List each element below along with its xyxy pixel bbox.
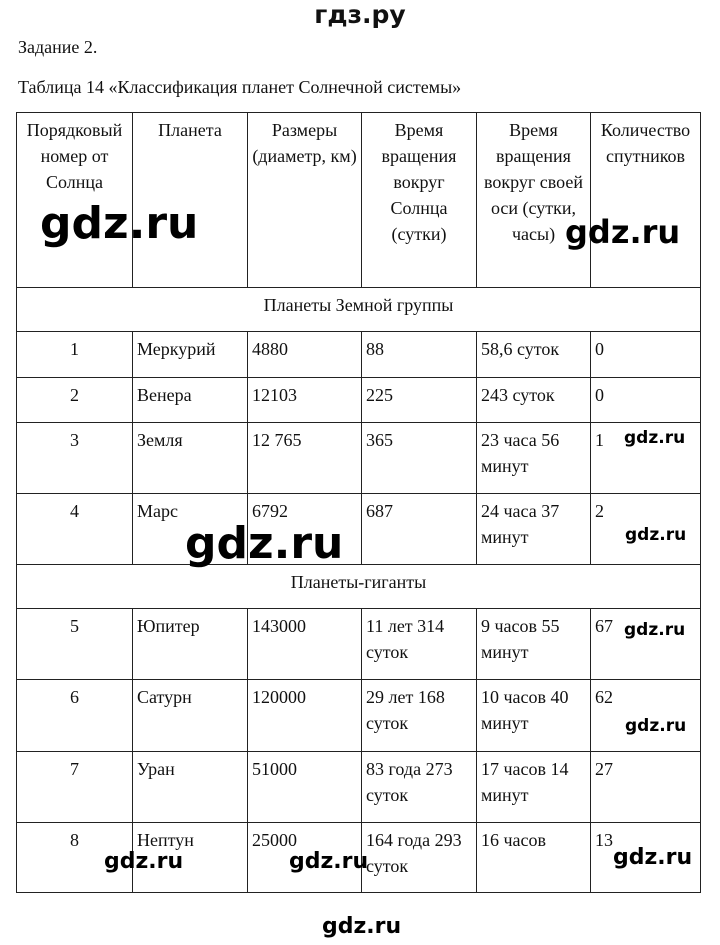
cell-orbit: 164 года 293 суток xyxy=(362,823,477,893)
cell-moons: 2 xyxy=(591,494,701,565)
cell-planet: Сатурн xyxy=(133,680,248,752)
group-title-giants: Планеты-гиганты xyxy=(17,565,701,609)
cell-orbit: 687 xyxy=(362,494,477,565)
group-row xyxy=(17,288,701,332)
cell-number: 1 xyxy=(17,332,133,378)
watermark: gdz.ru xyxy=(613,845,693,870)
cell-diameter: 51000 xyxy=(248,752,362,823)
task-label: Задание 2. xyxy=(18,37,98,57)
watermark: gdz.ru xyxy=(625,525,687,545)
cell-diameter: 4880 xyxy=(248,332,362,378)
cell-moons: 27 xyxy=(591,752,701,823)
cell-rotation: 58,6 суток xyxy=(477,332,591,378)
header-cell-diameter: Размеры (диаметр, км) xyxy=(248,113,362,288)
cell-rotation: 24 часа 37 минут xyxy=(477,494,591,565)
cell-orbit: 225 xyxy=(362,378,477,423)
cell-orbit: 11 лет 314 суток xyxy=(362,609,477,680)
watermark: gdz.ru xyxy=(625,716,687,736)
cell-planet: Земля xyxy=(133,423,248,494)
site-title: гдз.ру xyxy=(314,0,406,29)
cell-orbit: 83 года 273 суток xyxy=(362,752,477,823)
cell-moons: 62 xyxy=(591,680,701,752)
table-row xyxy=(17,494,701,565)
cell-planet: Уран xyxy=(133,752,248,823)
cell-rotation: 9 часов 55 минут xyxy=(477,609,591,680)
cell-number: 4 xyxy=(17,494,133,565)
table-caption: Таблица 14 «Классификация планет Солнечной системы» xyxy=(18,77,462,97)
cell-diameter: 12 765 xyxy=(248,423,362,494)
cell-number: 8 xyxy=(17,823,133,893)
cell-rotation: 243 суток xyxy=(477,378,591,423)
cell-planet: Нептун xyxy=(133,823,248,893)
table-row xyxy=(17,680,701,752)
header-cell-moons: Количество спутников xyxy=(591,113,701,288)
cell-moons: 67 xyxy=(591,609,701,680)
cell-orbit: 88 xyxy=(362,332,477,378)
cell-number: 2 xyxy=(17,378,133,423)
watermark: gdz.ru xyxy=(185,518,344,569)
cell-planet: Юпитер xyxy=(133,609,248,680)
cell-number: 6 xyxy=(17,680,133,752)
table-row xyxy=(17,752,701,823)
cell-diameter: 120000 xyxy=(248,680,362,752)
cell-diameter: 6792 xyxy=(248,494,362,565)
table-row xyxy=(17,423,701,494)
cell-rotation: 17 часов 14 минут xyxy=(477,752,591,823)
cell-planet: Меркурий xyxy=(133,332,248,378)
cell-orbit: 365 xyxy=(362,423,477,494)
cell-moons: 0 xyxy=(591,332,701,378)
cell-planet: Венера xyxy=(133,378,248,423)
cell-number: 3 xyxy=(17,423,133,494)
cell-diameter: 143000 xyxy=(248,609,362,680)
cell-moons: 0 xyxy=(591,378,701,423)
watermark: gdz.ru xyxy=(624,428,686,448)
cell-number: 5 xyxy=(17,609,133,680)
cell-number: 7 xyxy=(17,752,133,823)
header-cell-number: Порядковый номер от Солнца xyxy=(17,113,133,288)
cell-rotation: 23 часа 56 минут xyxy=(477,423,591,494)
cell-orbit: 29 лет 168 суток xyxy=(362,680,477,752)
watermark: gdz.ru xyxy=(40,198,199,249)
cell-rotation: 10 часов 40 минут xyxy=(477,680,591,752)
cell-diameter: 25000 xyxy=(248,823,362,893)
header-cell-planet: Планета xyxy=(133,113,248,288)
cell-diameter: 12103 xyxy=(248,378,362,423)
watermark: gdz.ru xyxy=(565,213,681,251)
group-title-terrestrial: Планеты Земной группы xyxy=(17,288,701,332)
cell-planet: Марс xyxy=(133,494,248,565)
watermark: gdz.ru xyxy=(624,620,686,640)
watermark: gdz.ru xyxy=(289,849,369,874)
table-row xyxy=(17,332,701,378)
cell-moons: 13 xyxy=(591,823,701,893)
watermark: gdz.ru xyxy=(322,914,402,939)
table-row xyxy=(17,609,701,680)
header-cell-rotation: Время вращения вокруг своей оси (сутки, часы) xyxy=(477,113,591,288)
table-row xyxy=(17,378,701,423)
cell-rotation: 16 часов xyxy=(477,823,591,893)
watermark: gdz.ru xyxy=(104,849,184,874)
header-cell-orbit: Время вращения вокруг Солнца (сутки) xyxy=(362,113,477,288)
cell-moons: 1 xyxy=(591,423,701,494)
group-row xyxy=(17,565,701,609)
